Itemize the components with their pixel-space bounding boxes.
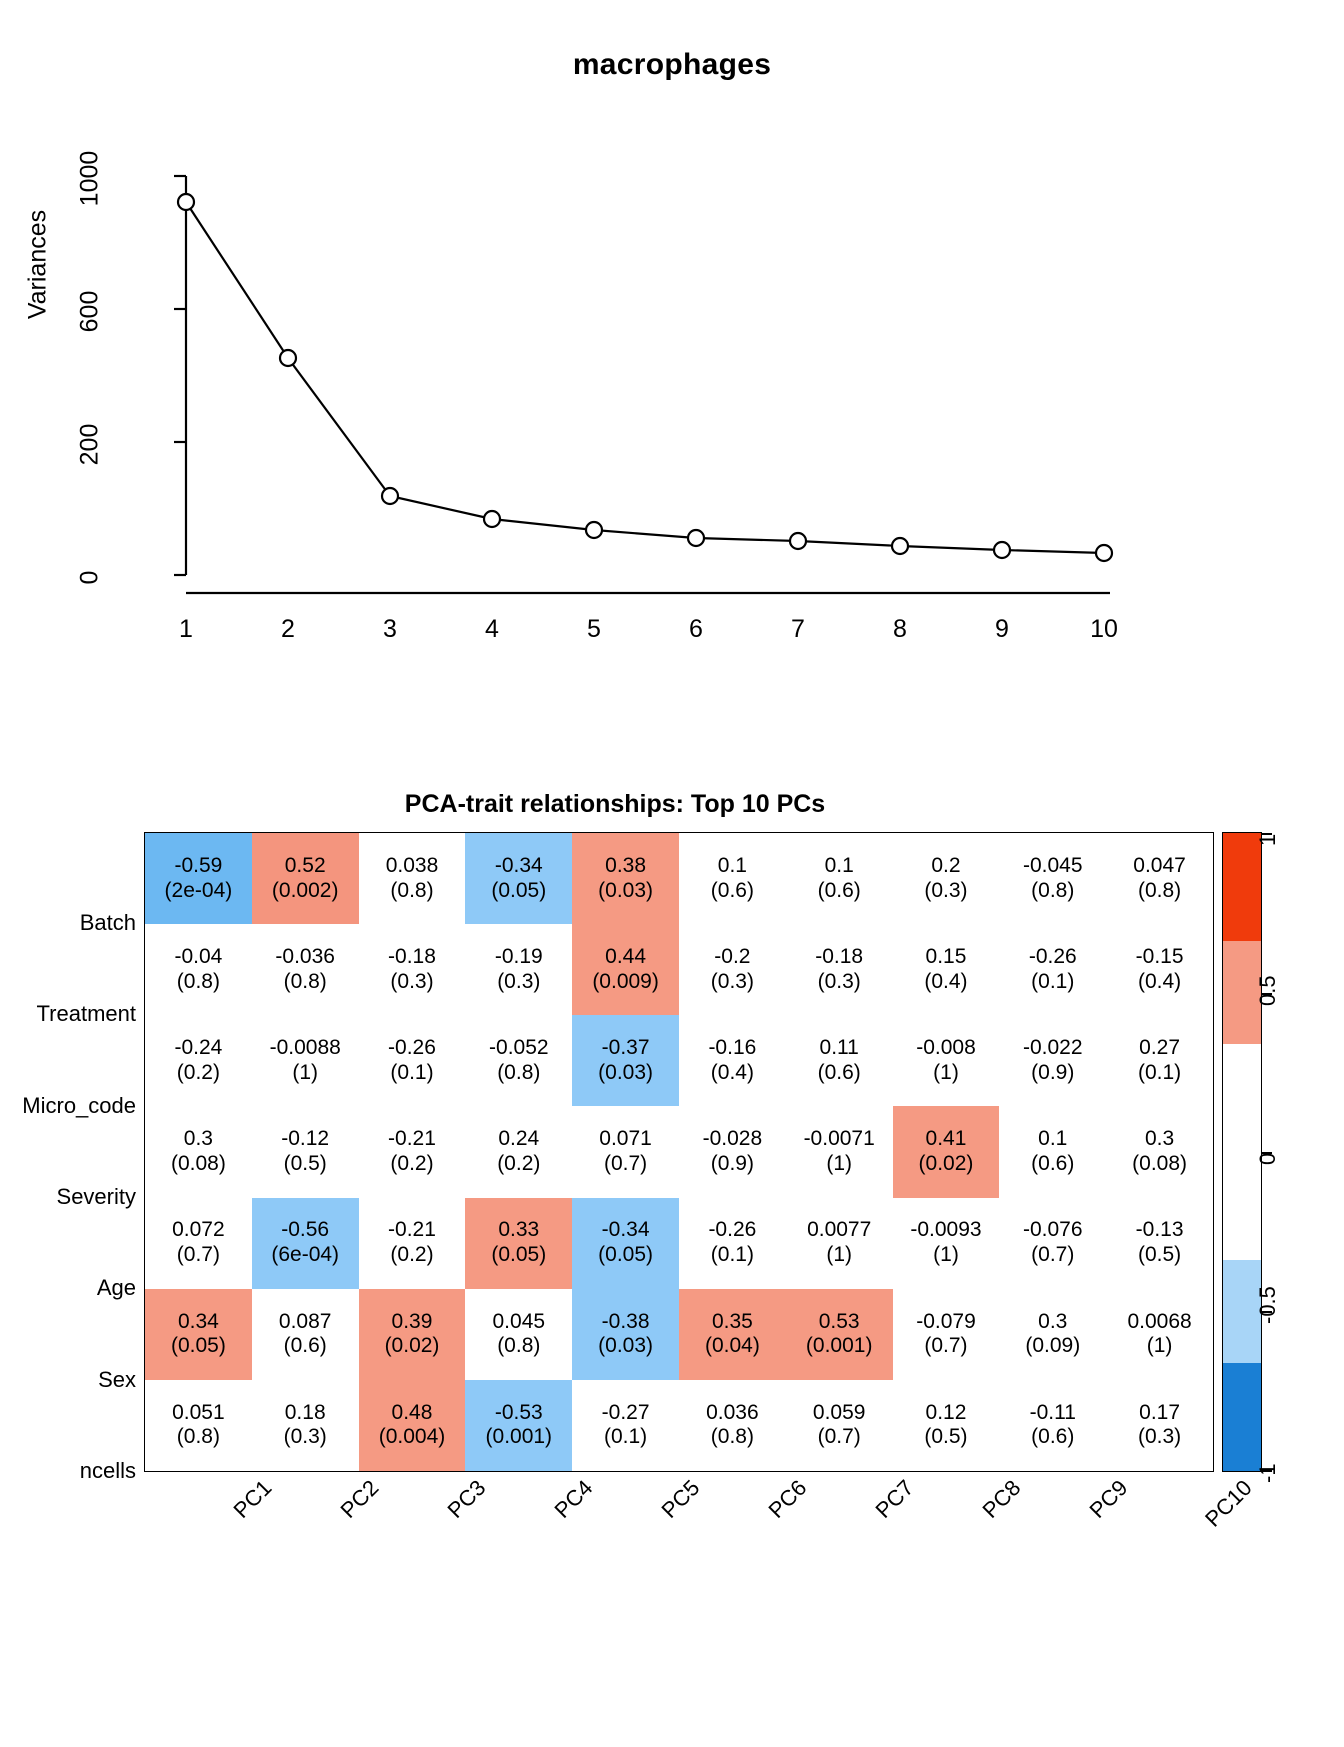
x-tick-label-10: 10 bbox=[1090, 615, 1118, 643]
heatmap-cell[interactable]: 0.44 (0.009) bbox=[572, 924, 679, 1015]
heatmap-cell[interactable]: -0.15 (0.4) bbox=[1106, 924, 1213, 1015]
y-tick-label-0: 0 bbox=[75, 570, 104, 585]
legend-label-0.5: 0.5 bbox=[1255, 975, 1280, 1006]
x-tick-label-2: 2 bbox=[281, 615, 295, 643]
heatmap-cell[interactable]: -0.18 (0.3) bbox=[786, 924, 893, 1015]
y-tick-label-600: 600 bbox=[75, 290, 104, 333]
heatmap-cell[interactable]: 0.3 (0.08) bbox=[145, 1106, 252, 1197]
x-tick-label-4: 4 bbox=[485, 615, 499, 643]
heatmap-cell[interactable]: -0.0071 (1) bbox=[786, 1106, 893, 1197]
heatmap-table bbox=[145, 833, 1213, 1471]
x-tick-label-7: 7 bbox=[791, 615, 805, 643]
heatmap-cell[interactable]: 0.27 (0.1) bbox=[1106, 1015, 1213, 1106]
y-tick-label-1000: 1000 bbox=[75, 150, 104, 207]
heatmap-cell[interactable]: 0.33 (0.05) bbox=[465, 1198, 572, 1289]
heatmap-cell[interactable]: 0.39 (0.02) bbox=[359, 1289, 466, 1380]
heatmap-cell[interactable]: -0.036 (0.8) bbox=[252, 924, 359, 1015]
heatmap-cell[interactable]: -0.13 (0.5) bbox=[1106, 1198, 1213, 1289]
scree-plot-panel bbox=[0, 0, 1344, 740]
heatmap-cell[interactable]: -0.0088 (1) bbox=[252, 1015, 359, 1106]
heatmap-cell[interactable]: -0.26 (0.1) bbox=[679, 1198, 786, 1289]
heatmap-cell[interactable]: -0.052 (0.8) bbox=[465, 1015, 572, 1106]
legend-label-0: 0 bbox=[1255, 1152, 1280, 1165]
x-tick-label-5: 5 bbox=[587, 615, 601, 643]
heatmap-cell[interactable]: -0.028 (0.9) bbox=[679, 1106, 786, 1197]
x-tick-label-6: 6 bbox=[689, 615, 703, 643]
heatmap-cell[interactable]: 0.072 (0.7) bbox=[145, 1198, 252, 1289]
heatmap-cell[interactable]: 0.047 (0.8) bbox=[1106, 833, 1213, 924]
col-label-pc4: PC4 bbox=[549, 1475, 598, 1523]
heatmap-cell[interactable]: -0.076 (0.7) bbox=[999, 1198, 1106, 1289]
heatmap-cell[interactable]: -0.2 (0.3) bbox=[679, 924, 786, 1015]
row-label-severity: Severity bbox=[56, 1184, 136, 1209]
pca-trait-heatmap-panel bbox=[0, 740, 1344, 1747]
row-label-treatment: Treatment bbox=[36, 1001, 136, 1026]
col-label-pc5: PC5 bbox=[656, 1475, 705, 1523]
heatmap-cell[interactable]: 0.53 (0.001) bbox=[786, 1289, 893, 1380]
scree-plot-area bbox=[75, 120, 1150, 643]
row-label-ncells: ncells bbox=[79, 1458, 136, 1483]
heatmap-cell[interactable]: -0.34 (0.05) bbox=[572, 1198, 679, 1289]
heatmap-cell[interactable]: 0.35 (0.04) bbox=[679, 1289, 786, 1380]
heatmap-cell[interactable]: -0.59 (2e-04) bbox=[145, 833, 252, 924]
heatmap-cell[interactable]: 0.24 (0.2) bbox=[465, 1106, 572, 1197]
heatmap-cell[interactable]: 0.12 (0.5) bbox=[893, 1380, 1000, 1471]
col-label-pc6: PC6 bbox=[763, 1475, 812, 1523]
heatmap-cell[interactable]: -0.26 (0.1) bbox=[359, 1015, 466, 1106]
table-row bbox=[145, 924, 1213, 1015]
heatmap-grid bbox=[144, 832, 1214, 1472]
y-tick-label-200: 200 bbox=[75, 423, 104, 466]
legend-segment-strong-negative bbox=[1223, 1363, 1261, 1471]
heatmap-cell[interactable]: 0.1 (0.6) bbox=[786, 833, 893, 924]
heatmap-cell[interactable]: -0.19 (0.3) bbox=[465, 924, 572, 1015]
heatmap-cell[interactable]: 0.41 (0.02) bbox=[893, 1106, 1000, 1197]
heatmap-cell[interactable]: 0.051 (0.8) bbox=[145, 1380, 252, 1471]
heatmap-cell[interactable]: 0.036 (0.8) bbox=[679, 1380, 786, 1471]
col-label-pc3: PC3 bbox=[442, 1475, 491, 1523]
heatmap-cell[interactable]: -0.008 (1) bbox=[893, 1015, 1000, 1106]
heatmap-cell[interactable]: -0.11 (0.6) bbox=[999, 1380, 1106, 1471]
heatmap-cell[interactable]: 0.045 (0.8) bbox=[465, 1289, 572, 1380]
table-row bbox=[145, 1015, 1213, 1106]
heatmap-cell[interactable]: 0.17 (0.3) bbox=[1106, 1380, 1213, 1471]
heatmap-cell[interactable]: 0.3 (0.09) bbox=[999, 1289, 1106, 1380]
heatmap-cell[interactable]: 0.0077 (1) bbox=[786, 1198, 893, 1289]
heatmap-cell[interactable]: -0.022 (0.9) bbox=[999, 1015, 1106, 1106]
heatmap-cell[interactable]: -0.37 (0.03) bbox=[572, 1015, 679, 1106]
legend-label--1: -1 bbox=[1255, 1463, 1280, 1483]
heatmap-cell[interactable]: 0.11 (0.6) bbox=[786, 1015, 893, 1106]
x-tick-label-3: 3 bbox=[383, 615, 397, 643]
heatmap-row-labels bbox=[0, 832, 136, 1483]
row-label-age: Age bbox=[96, 1275, 136, 1300]
table-row bbox=[145, 1289, 1213, 1380]
heatmap-cell[interactable]: -0.53 (0.001) bbox=[465, 1380, 572, 1471]
heatmap-cell[interactable]: 0.087 (0.6) bbox=[252, 1289, 359, 1380]
heatmap-cell[interactable]: -0.27 (0.1) bbox=[572, 1380, 679, 1471]
heatmap-cell[interactable]: -0.0093 (1) bbox=[893, 1198, 1000, 1289]
x-tick-label-9: 9 bbox=[995, 615, 1009, 643]
heatmap-cell[interactable]: 0.038 (0.8) bbox=[359, 833, 466, 924]
heatmap-cell[interactable]: 0.059 (0.7) bbox=[786, 1380, 893, 1471]
variance-points bbox=[178, 194, 1112, 561]
col-label-pc2: PC2 bbox=[335, 1475, 384, 1523]
heatmap-cell[interactable]: -0.56 (6e-04) bbox=[252, 1198, 359, 1289]
legend-label--0.5: -0.5 bbox=[1255, 1286, 1280, 1324]
heatmap-cell[interactable]: 0.1 (0.6) bbox=[999, 1106, 1106, 1197]
heatmap-cell[interactable]: 0.1 (0.6) bbox=[679, 833, 786, 924]
heatmap-cell[interactable]: 0.3 (0.08) bbox=[1106, 1106, 1213, 1197]
x-tick-label-8: 8 bbox=[893, 615, 907, 643]
heatmap-cell[interactable]: 0.34 (0.05) bbox=[145, 1289, 252, 1380]
table-row bbox=[145, 1198, 1213, 1289]
heatmap-cell[interactable]: -0.079 (0.7) bbox=[893, 1289, 1000, 1380]
scree-line-svg bbox=[140, 120, 1150, 615]
heatmap-cell[interactable]: 0.48 (0.004) bbox=[359, 1380, 466, 1471]
col-label-pc7: PC7 bbox=[870, 1475, 919, 1523]
heatmap-cell[interactable]: -0.04 (0.8) bbox=[145, 924, 252, 1015]
scree-plot-title: macrophages bbox=[572, 48, 772, 81]
table-row bbox=[145, 1106, 1213, 1197]
heatmap-cell[interactable]: -0.18 (0.3) bbox=[359, 924, 466, 1015]
heatmap-cell[interactable]: -0.16 (0.4) bbox=[679, 1015, 786, 1106]
heatmap-cell[interactable]: -0.21 (0.2) bbox=[359, 1106, 466, 1197]
heatmap-cell[interactable]: -0.26 (0.1) bbox=[999, 924, 1106, 1015]
heatmap-cell[interactable]: 0.38 (0.03) bbox=[572, 833, 679, 924]
col-label-pc9: PC9 bbox=[1084, 1475, 1133, 1523]
row-label-batch: Batch bbox=[79, 910, 136, 935]
heatmap-cell[interactable]: -0.24 (0.2) bbox=[145, 1015, 252, 1106]
heatmap-cell[interactable]: -0.21 (0.2) bbox=[359, 1198, 466, 1289]
table-row bbox=[145, 1380, 1213, 1471]
row-label-sex: Sex bbox=[98, 1367, 136, 1392]
heatmap-cell[interactable]: -0.38 (0.03) bbox=[572, 1289, 679, 1380]
scree-y-axis-label: Variances bbox=[23, 209, 52, 320]
heatmap-cell[interactable]: 0.15 (0.4) bbox=[893, 924, 1000, 1015]
col-label-pc10: PC10 bbox=[1200, 1475, 1257, 1532]
col-label-pc1: PC1 bbox=[228, 1475, 277, 1523]
variance-line bbox=[186, 202, 1104, 553]
row-label-micro-code: Micro_code bbox=[22, 1093, 136, 1118]
heatmap-title: PCA-trait relationships: Top 10 PCs bbox=[404, 790, 826, 818]
heatmap-cell[interactable]: 0.0068 (1) bbox=[1106, 1289, 1213, 1380]
heatmap-cell[interactable]: 0.2 (0.3) bbox=[893, 833, 1000, 924]
heatmap-cell[interactable]: 0.52 (0.002) bbox=[252, 833, 359, 924]
heatmap-cell[interactable]: -0.34 (0.05) bbox=[465, 833, 572, 924]
table-row bbox=[145, 833, 1213, 924]
heatmap-cell[interactable]: 0.071 (0.7) bbox=[572, 1106, 679, 1197]
legend-label-1: 1 bbox=[1255, 833, 1280, 846]
heatmap-cell[interactable]: -0.045 (0.8) bbox=[999, 833, 1106, 924]
x-tick-label-1: 1 bbox=[179, 615, 193, 643]
legend-segment-strong-positive bbox=[1223, 833, 1261, 941]
col-label-pc8: PC8 bbox=[977, 1475, 1026, 1523]
heatmap-column-labels bbox=[144, 1475, 1257, 1595]
heatmap-cell[interactable]: -0.12 (0.5) bbox=[252, 1106, 359, 1197]
heatmap-cell[interactable]: 0.18 (0.3) bbox=[252, 1380, 359, 1471]
